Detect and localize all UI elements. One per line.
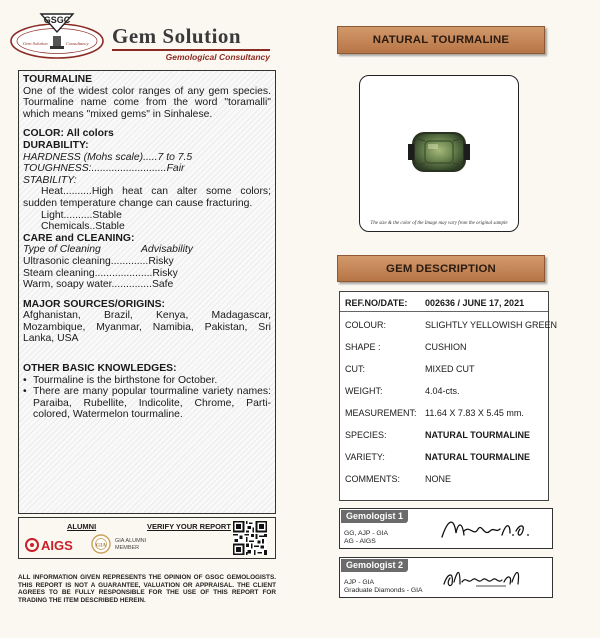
info-intro: One of the widest color ranges of any gem species. Tourmaline name come from the word "toramalli" which means "mixed gems" in Sinhalese. (23, 85, 271, 120)
hardness-line: HARDNESS (Mohs scale).....7 to 7.5 (23, 151, 193, 163)
gemologist-1-signature (436, 513, 546, 545)
gemologist-1-cred-1: GG, AJP - GIA (344, 530, 389, 537)
gemstone-image (408, 128, 470, 176)
brand-underline (112, 49, 270, 51)
brand-subtitle: Gemological Consultancy (165, 52, 270, 62)
gia-badge-icon (91, 534, 111, 554)
row-value: SLIGHTLY YELLOWISH GREEN (425, 320, 558, 330)
row-key: COLOUR: (345, 320, 387, 330)
gemologist-2-cred-1: AJP - GIA (344, 579, 375, 586)
gemologist-1-cred-2: AG - AIGS (344, 538, 376, 545)
sources-heading: MAJOR SOURCES/ORIGINS: (23, 298, 166, 310)
info-title: TOURMALINE (23, 74, 93, 85)
gsgc-logo (8, 8, 106, 64)
row-value: NATURAL TOURMALINE (425, 430, 530, 440)
gemologist-2-signature (436, 562, 546, 594)
heat-line: Heat..........High heat can alter some colors; sudden temperature change can cause fracturing. (23, 186, 271, 209)
row-key: VARIETY: (345, 452, 385, 462)
gem-photo-frame (359, 75, 519, 232)
row-key: SPECIES: (345, 430, 387, 440)
photo-caption: The size & the color of the Image may vary from the original sample (370, 221, 508, 226)
care-columns (23, 244, 271, 256)
table-divider (340, 311, 548, 312)
durability-heading: DURABILITY: (23, 139, 89, 151)
care-heading: CARE and CLEANING: (23, 232, 135, 244)
row-value: CUSHION (425, 342, 467, 352)
info-panel (18, 70, 276, 514)
aigs-text: AIGS (41, 538, 73, 553)
gemologist-2-cred-2: Graduate Diamonds - GIA (344, 587, 423, 594)
alumni-box (18, 517, 276, 559)
care-col-type: Type of Cleaning (23, 244, 101, 256)
gia-line-1: GIA ALUMNI (115, 538, 147, 544)
row-key: SHAPE : (345, 342, 381, 352)
gem-description-table (339, 291, 558, 501)
care-row: Ultrasonic cleaning.............Risky (23, 255, 174, 267)
sources-text: Afghanistan, Brazil, Kenya, Madagascar, Mozambique, Myanmar, Namibia, Pakistan, Sri Lanka, USA (23, 310, 271, 345)
svg-text:GIA: GIA (95, 542, 107, 549)
row-value: MIXED CUT (425, 364, 475, 374)
disclaimer: ALL INFORMATION GIVEN REPRESENTS THE OPINION OF GSGC GEMOLOGISTS. THIS REPORT IS NOT A GUARANTEE, VALUATION OR APPRAISAL. THE CLIENT AGREES TO BE FULLY RESPONSIBLE FOR THE USE OF THIS REPORT FOR TRADING THE ITEM DESCRIBED HEREIN. (18, 574, 276, 604)
svg-text:GSGC: GSGC (43, 15, 71, 25)
row-value: 4.04-cts. (425, 386, 460, 396)
gemologist-2-box (339, 557, 553, 598)
qr-code-icon[interactable] (233, 521, 267, 555)
gia-line-2: MEMBER (115, 544, 140, 551)
alumni-label: ALUMNI (67, 522, 97, 531)
list-item: • There are many popular tourmaline variety names: Paraiba, Rubellite, Indicolite, Chrome, Parti-colored, Watermelon tourmaline. (23, 386, 271, 421)
gem-description-banner: GEM DESCRIPTION (337, 255, 545, 282)
row-value: NONE (425, 474, 452, 484)
light-line: Light..........Stable (41, 209, 122, 221)
natural-tourmaline-banner: NATURAL TOURMALINE (337, 26, 545, 54)
svg-text:Consultancy: Consultancy (66, 41, 89, 46)
svg-text:Gem Solution: Gem Solution (23, 41, 48, 46)
row-value: 11.64 X 7.83 X 5.45 mm. (425, 408, 524, 418)
care-row: Warm, soapy water..............Safe (23, 279, 174, 291)
care-row: Steam cleaning....................Risky (23, 267, 178, 279)
list-item: • Tourmaline is the birthstone for October. (23, 375, 271, 387)
brand-name: Gem Solution (112, 24, 242, 48)
care-col-advisability: Advisability (141, 244, 193, 256)
gemologist-2-title: Gemologist 2 (341, 559, 408, 572)
chemicals-line: Chemicals..Stable (41, 221, 125, 233)
row-key: COMMENTS: (345, 474, 400, 484)
row-key: MEASUREMENT: (345, 408, 417, 418)
brand (112, 24, 272, 64)
stability-heading: STABILITY: (23, 174, 77, 186)
gia-alumni-text (115, 538, 146, 551)
info-color: COLOR: All colors (23, 128, 114, 140)
row-value: NATURAL TOURMALINE (425, 452, 530, 462)
row-key: REF.NO/DATE: (345, 298, 408, 308)
aigs-logo (25, 537, 83, 553)
row-key: CUT: (345, 364, 365, 374)
other-heading: OTHER BASIC KNOWLEDGES: (23, 363, 177, 375)
toughness-line: TOUGHNESS:..........................Fair (23, 163, 185, 175)
verify-report-link[interactable]: VERIFY YOUR REPORT (147, 522, 231, 531)
other-list (23, 375, 271, 421)
gemologist-1-title: Gemologist 1 (341, 510, 408, 523)
row-key: WEIGHT: (345, 386, 383, 396)
gemologist-1-box (339, 508, 553, 549)
row-value: 002636 / JUNE 17, 2021 (425, 298, 525, 308)
